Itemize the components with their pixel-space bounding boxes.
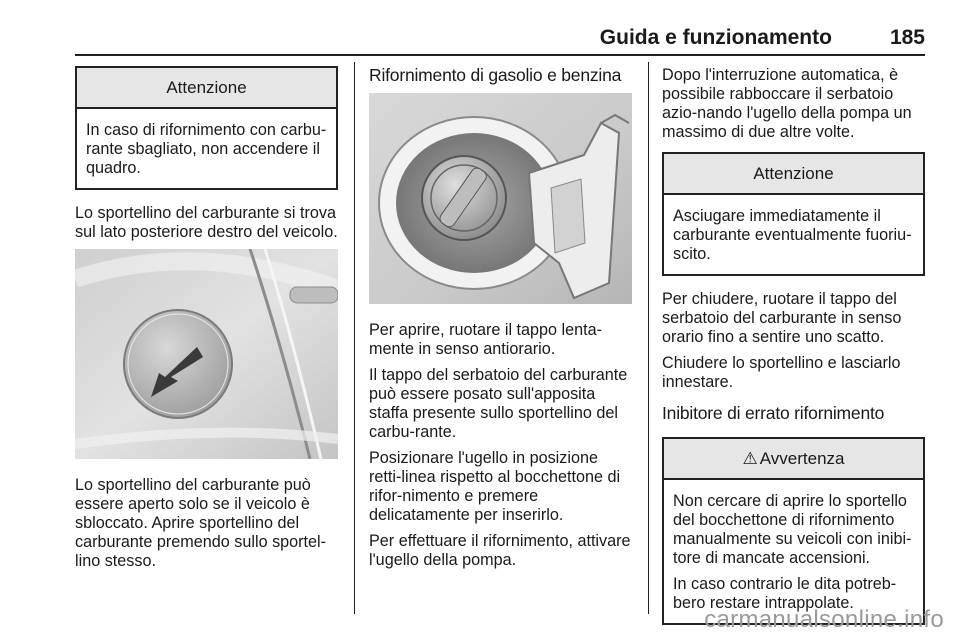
paragraph: Per chiudere, ruotare il tappo del serbatoio del carburante in senso orario fino a sentire uno scatto. bbox=[662, 290, 902, 346]
page-number: 185 bbox=[889, 26, 925, 49]
watermark: carmanualsonline.info bbox=[704, 606, 944, 633]
column-divider-2 bbox=[648, 62, 649, 614]
section-title: Guida e funzionamento bbox=[599, 26, 832, 49]
header-rule bbox=[75, 54, 925, 56]
column-divider-1 bbox=[354, 62, 355, 614]
fuel-flap-arrow-illustration bbox=[75, 249, 338, 459]
warning-text: Non cercare di aprire lo sportello del bocchettone di rifornimento manualmente su veicoli con inibi-tore di mancate accensioni. bbox=[673, 492, 912, 567]
paragraph: Il tappo del serbatoio del carburante può essere posato sull'apposita staffa presente sullo sportellino del carbu-rante. bbox=[369, 366, 628, 441]
warning-title bbox=[664, 439, 923, 480]
notice-text: In caso di rifornimento con carbu-rante sbagliato, non accendere il quadro. bbox=[86, 121, 327, 177]
notice-text: Asciugare immediatamente il carburante eventualmente fuoriu-scito. bbox=[673, 207, 912, 263]
paragraph: Dopo l'interruzione automatica, è possibile rabboccare il serbatoio azio-nando l'ugello della pompa un massimo di due altre volte. bbox=[662, 66, 912, 141]
column-1 bbox=[75, 66, 338, 578]
section-heading: Inibitore di errato rifornimento bbox=[662, 403, 885, 423]
column-2 bbox=[369, 66, 632, 577]
paragraph: Per effettuare il rifornimento, attivare l'ugello della pompa. bbox=[369, 532, 631, 569]
paragraph: Chiudere lo sportellino e lasciarlo innestare. bbox=[662, 354, 901, 391]
warning-triangle-icon: ⚠ bbox=[742, 449, 758, 468]
notice-box bbox=[662, 152, 925, 276]
paragraph: Lo sportellino del carburante può essere aperto solo se il veicolo è sbloccato. Aprire sportellino del carburante premendo sullo sportel-lino stesso. bbox=[75, 476, 327, 570]
fuel-cap-illustration bbox=[369, 93, 632, 304]
warning-box bbox=[662, 437, 925, 625]
page-header bbox=[75, 26, 925, 52]
notice-title: Attenzione bbox=[664, 154, 923, 195]
paragraph: Per aprire, ruotare il tappo lenta-mente in senso antiorario. bbox=[369, 321, 603, 358]
section-heading: Rifornimento di gasolio e benzina bbox=[369, 65, 622, 85]
notice-box bbox=[75, 66, 338, 190]
column-3 bbox=[662, 66, 925, 639]
warning-title-text: Avvertenza bbox=[759, 449, 845, 468]
warning-text: In caso contrario le dita potreb-bero restare intrappolate. bbox=[673, 575, 897, 612]
notice-title: Attenzione bbox=[77, 68, 336, 109]
paragraph: Posizionare l'ugello in posizione retti-linea rispetto al bocchettone di rifor-nimento e premere delicatamente per inserirlo. bbox=[369, 449, 621, 524]
paragraph: Lo sportellino del carburante si trova sul lato posteriore destro del veicolo. bbox=[75, 204, 338, 241]
